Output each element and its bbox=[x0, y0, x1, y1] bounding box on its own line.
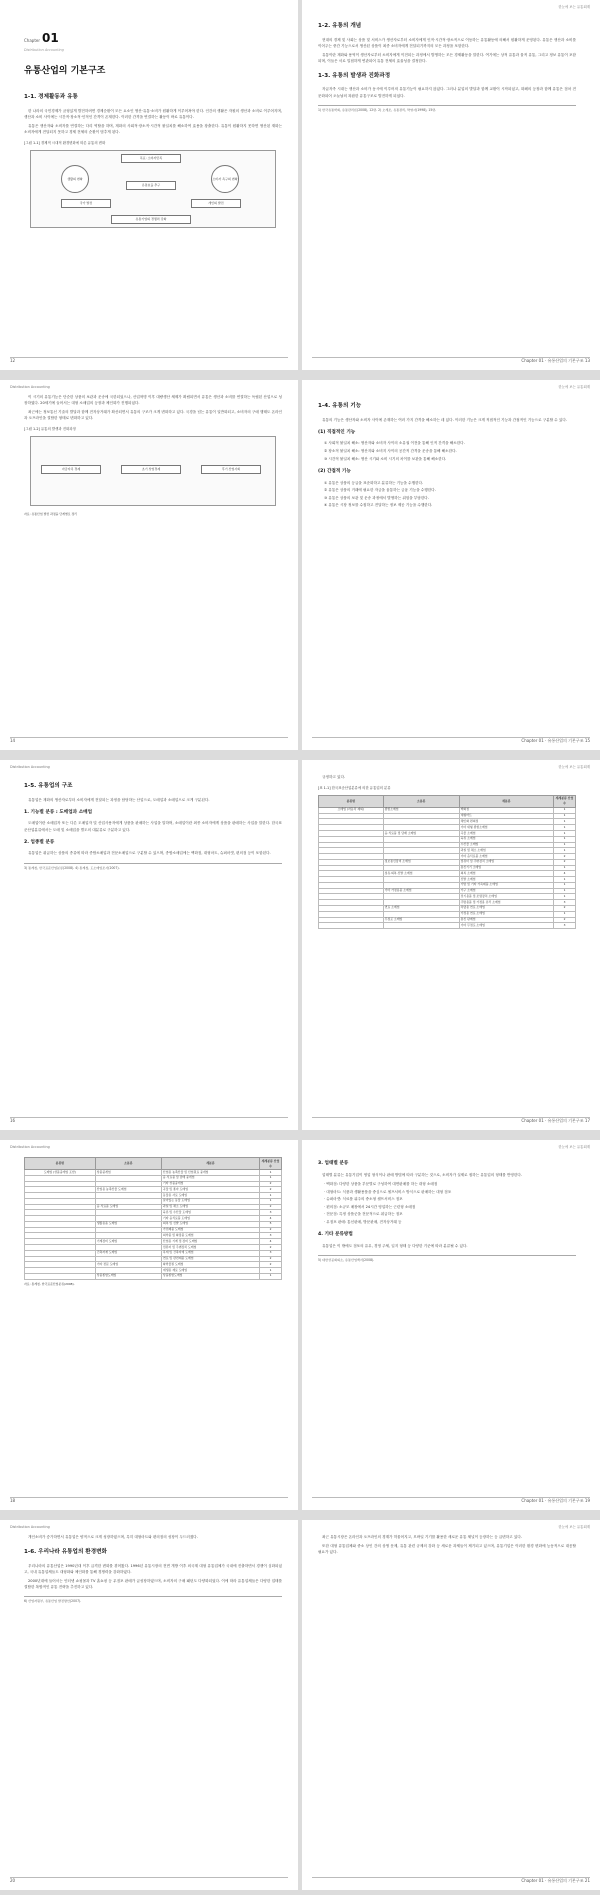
table-cell: 가전제품 도매업 bbox=[161, 1227, 259, 1233]
table-cell: 1 bbox=[554, 882, 576, 888]
page-12 bbox=[0, 0, 298, 370]
figure-box: 유통기업의 경쟁력 강화 bbox=[111, 215, 191, 224]
page-number: Chapter 01 · 유통산업의 기본구조 17 bbox=[521, 1118, 590, 1124]
table-header: 소분류 bbox=[383, 795, 459, 807]
list-item: · 전문점: 특정 상품군을 전문적으로 취급하는 점포 bbox=[324, 1212, 403, 1217]
list-item: ① 유통은 상품의 등급을 표준화하고 분류하는 기능을 수행한다. bbox=[324, 480, 424, 485]
list-item: ② 장소적 불일치 해소: 생산지와 소비지 사이의 공간적 간격을 운송을 통해 해소한다. bbox=[324, 449, 457, 454]
table-cell: 무점포 소매업 bbox=[383, 917, 459, 923]
table-cell: 상품종합도매업 bbox=[95, 1273, 161, 1279]
figure-diagram bbox=[30, 436, 276, 506]
table-header: 세분류 bbox=[161, 1158, 259, 1170]
table-cell: 통신기기 소매업 bbox=[459, 865, 553, 871]
table-cell: 음·식료품 도매업 bbox=[95, 1204, 161, 1210]
running-head: 한눈에 보는 유통회계 bbox=[558, 765, 590, 769]
paragraph: 우리나라의 유통산업은 1990년대 이후 급격한 변화를 겪어왔다. 1996년 유통시장의 전면 개방 이후 외국계 대형 유통업체가 국내에 진출하면서 경쟁이 심화되었고, 국내 유통업체들도 대형화와 체인화를 통해 경쟁력을 강화하였다. bbox=[24, 1563, 282, 1574]
paragraph: 한 나라의 국민경제가 균형있게 발전하려면 경제순환이 모든 요소인 생산·유통·소비가 원활하게 이루어져야 한다. 인간의 생활은 자원의 생산과 소비로 이루어지며, 생산과 소비 사이에는 시간적·장소적·인적인 간격이 존재한다. 이러한 간격을 연결하는 활동이 바로 유통이다. bbox=[24, 108, 282, 120]
figure-box: 후기 산업사회 bbox=[201, 465, 261, 474]
table-header: 세세분류 산업수 bbox=[554, 795, 576, 807]
table-cell: 체인화 편의점 bbox=[459, 819, 553, 825]
page-number: Chapter 01 · 유통산업의 기본구조 15 bbox=[521, 738, 590, 744]
paragraph: 유통은 생산자와 소비자를 연결하는 다리 역할을 하며, 재화의 사회적·장소적·시간적 불일치를 해소하여 효용을 창출한다. 유통이 원활하지 못하면 생산된 재화는 소비자에게 전달되지 못하고 경제 전체의 순환이 멈추게 된다. bbox=[24, 124, 282, 135]
running-head: 한눈에 보는 유통회계 bbox=[558, 1145, 590, 1149]
table-cell: 기타 가정용품 소매업 bbox=[383, 888, 459, 894]
footer-rule bbox=[10, 1497, 288, 1498]
table-header-row bbox=[319, 795, 576, 807]
footer-rule bbox=[10, 357, 288, 358]
table-cell: 차량용 연료 소매업 bbox=[459, 905, 553, 911]
subsection-heading: 1. 기능별 분류 : 도매업과 소매업 bbox=[24, 809, 93, 815]
table-cell: 1 bbox=[554, 894, 576, 900]
table-cell: 육류 소매업 bbox=[459, 836, 553, 842]
table-cell: 2 bbox=[554, 905, 576, 911]
paragraph: 도매업이란 소매업자 또는 다른 도매업자 및 산업사용자에게 상품을 판매하는 사업을 말하며, 소매업이란 최종 소비자에게 상품을 판매하는 사업을 말한다. 한국표준산업분류에서는 도매 및 소매업을 별도의 대분류로 구분하고 있다. bbox=[24, 821, 282, 832]
table-cell: 2 bbox=[260, 1204, 282, 1210]
table-cell: 1 bbox=[554, 831, 576, 837]
table-cell: 백화점 bbox=[459, 807, 553, 813]
list-item: · 대형마트: 식품과 생활용품을 중심으로 셀프서비스 방식으로 판매하는 대형 점포 bbox=[324, 1189, 452, 1194]
subsection-heading: (2) 간접적 기능 bbox=[318, 468, 351, 474]
figure-note: 자료: 유통산업 발전 과정을 단계별로 정리 bbox=[24, 512, 78, 517]
running-head: Distribution Accounting bbox=[10, 1525, 50, 1529]
table-cell: 주방용품 및 가정용 유리 소매업 bbox=[459, 900, 553, 906]
section-heading: 1-3. 유통의 발생과 진화과정 bbox=[318, 72, 391, 79]
spread-16-17 bbox=[0, 760, 600, 1130]
paragraph: 유통업은 이 밖에도 점포의 유무, 경영 주체, 입지 형태 등 다양한 기준에 따라 분류될 수 있다. bbox=[322, 1243, 468, 1248]
table-cell: 3 bbox=[554, 900, 576, 906]
spread-20-21 bbox=[0, 1520, 600, 1890]
table-cell: 전기용품 및 조명장치 소매업 bbox=[459, 894, 553, 900]
table-cell: 2 bbox=[260, 1187, 282, 1193]
table-cell: 1 bbox=[554, 877, 576, 883]
paragraph: 유통업은 취급하는 상품의 종류에 따라 종합소매업과 전문소매업으로 구분할 수 있으며, 종합소매업에는 백화점, 대형마트, 슈퍼마켓, 편의점 등이 포함된다. bbox=[28, 851, 271, 856]
table-cell: 4 bbox=[260, 1216, 282, 1222]
subsection-heading: 4. 기타 분류방법 bbox=[318, 1232, 353, 1238]
table-cell: 살아있는 동물 도매업 bbox=[161, 1198, 259, 1204]
table-cell: 연료 소매업 bbox=[383, 905, 459, 911]
figure-box: 유통효율 추구 bbox=[126, 181, 176, 190]
table-cell: 2 bbox=[260, 1245, 282, 1251]
section-heading: 1-4. 유통의 기능 bbox=[318, 403, 362, 409]
table-cell: 음·식료품 및 담배 중개업 bbox=[161, 1175, 259, 1181]
table-cell: 1 bbox=[260, 1198, 282, 1204]
page-number: 18 bbox=[10, 1498, 16, 1504]
page-18 bbox=[0, 1140, 298, 1510]
table-row bbox=[25, 1273, 282, 1279]
list-item: · 슈퍼마켓: 식료품 위주의 중소형 셀프서비스 점포 bbox=[324, 1197, 403, 1202]
paragraph: 업태별 분류는 유통기업이 영업 형식이나 판매 방법에 따라 구분하는 것으로, 소비자가 실제로 접하는 유통업의 형태를 반영한다. bbox=[322, 1172, 522, 1177]
page-13 bbox=[302, 0, 600, 370]
table-cell: 과실 및 채소 소매업 bbox=[459, 848, 553, 854]
paragraph: 2000년대에 들어서는 인터넷 쇼핑몰과 TV 홈쇼핑 등 무점포 판매가 급성장하였으며, 소비자의 구매 패턴도 다양화되었다. 이에 따라 유통업체들은 다양한 업태를 결합한 복합적인 유통 전략을 추진하고 있다. bbox=[24, 1578, 282, 1589]
figure-circle: 소비자 욕구의 변화 bbox=[211, 165, 239, 193]
table-cell: 상품종합도매업 bbox=[161, 1273, 259, 1279]
table-cell: 기타 음식료품 도매업 bbox=[161, 1216, 259, 1222]
table-cell: 4 bbox=[554, 871, 576, 877]
page-number: 16 bbox=[10, 1118, 16, 1124]
table-cell: 곡물 소매업 bbox=[459, 831, 553, 837]
table-row bbox=[319, 923, 576, 929]
table-cell: 산업용 농축산물 도매업 bbox=[95, 1187, 161, 1193]
table-cell: 기타 음식료품 소매업 bbox=[459, 854, 553, 860]
table-header: 세세분류 산업수 bbox=[260, 1158, 282, 1170]
classification-table bbox=[24, 1157, 282, 1280]
paragraph: 최근에는 정보통신 기술의 발달과 함께 전자상거래가 확산되면서 유통의 구조가 크게 변화하고 있다. 국경을 넘는 유통이 일반화되고, 소비자의 구매 행태도 온라인과 오프라인을 결합한 형태로 변화하고 있다. bbox=[24, 410, 282, 421]
figure-caption: [그림 1-2] 유통의 발생과 진화과정 bbox=[24, 427, 76, 432]
list-item: ③ 유통은 상품의 보관 및 운송 과정에서 발생하는 위험을 부담한다. bbox=[324, 495, 429, 500]
section-heading: 1-5. 유통업의 구조 bbox=[24, 783, 73, 789]
table-caption: [표 1-1] 한국표준산업분류에 의한 유통업의 분류 bbox=[318, 786, 391, 791]
table-cell: 대형마트 bbox=[459, 813, 553, 819]
table-cell: 의약품 및 화장품 도매업 bbox=[161, 1233, 259, 1239]
running-head: 한눈에 보는 유통회계 bbox=[558, 385, 590, 389]
paragraph: 또한 대형 유통업체와 중소 상인 간의 상생 문제, 유통 관련 규제의 강화 등 새로운 과제들이 제기되고 있으며, 유통기업은 이러한 환경 변화에 능동적으로 대응할 필요가 있다. bbox=[318, 1544, 576, 1555]
paragraph: 자급자족 시대는 생산과 소비가 동시에 이루어져 유통기능이 필요하지 않았다. 그러나 분업의 발달과 함께 교환이 시작되었고, 화폐의 등장과 함께 유통은 점차 전문화되어 오늘날의 복잡한 유통구조로 발전하게 되었다. bbox=[318, 87, 576, 98]
running-head: 한눈에 보는 유통회계 bbox=[558, 5, 590, 9]
figure-box: 자급자족 경제 bbox=[41, 465, 101, 474]
list-item: · 편의점: 소규모 매장에서 24시간 영업하는 근린형 소매점 bbox=[324, 1204, 416, 1209]
footnote: 5) 대한상공회의소, 유통산업백서(2008). bbox=[318, 1255, 576, 1263]
page-20 bbox=[0, 1520, 298, 1890]
spread-18-19 bbox=[0, 1140, 600, 1510]
table-cell: 3 bbox=[260, 1250, 282, 1256]
section-heading: 1-6. 우리나라 유통업의 환경변화 bbox=[24, 1549, 107, 1556]
table-cell: 1 bbox=[554, 848, 576, 854]
table-cell: 동물용 사료 도매업 bbox=[161, 1193, 259, 1199]
table-cell: 과실 및 채소 도매업 bbox=[161, 1204, 259, 1210]
table-cell bbox=[25, 1273, 96, 1279]
figure-box: 개인의 발전 bbox=[191, 199, 241, 208]
table-cell: 섬유·의복·신발 소매업 bbox=[383, 871, 459, 877]
running-head: Distribution Accounting bbox=[10, 1145, 50, 1149]
figure-box: 초기 상업경제 bbox=[121, 465, 181, 474]
table-cell: 2 bbox=[260, 1262, 282, 1268]
footer-rule bbox=[10, 1877, 288, 1878]
list-item: ② 유통은 상품의 거래에 필요한 자금을 융통하는 금융 기능을 수행한다. bbox=[324, 488, 436, 493]
table-cell: 기타 무점포 소매업 bbox=[459, 923, 553, 929]
page-17 bbox=[302, 760, 600, 1130]
page-14 bbox=[0, 380, 298, 750]
table-cell: 목재 및 건축자재 도매업 bbox=[161, 1250, 259, 1256]
paragraph: 현대의 경제 및 사회는 상품 및 서비스가 생산자로부터 소비자에게 인적·시간적·장소적으로 이동하는 유통활동에 의해서 원활하게 운영된다. 유통은 생산과 소비를 이어주는 중간 기능으로서 생산된 상품이 최종 소비자에게 전달되기까지의 모든 과정을 포함한다. bbox=[318, 37, 576, 48]
table-cell: 기계장비 도매업 bbox=[95, 1239, 161, 1245]
table-cell: 1 bbox=[260, 1273, 282, 1279]
table-cell: 2 bbox=[260, 1256, 282, 1262]
list-item: · 백화점: 다양한 상품을 부문별로 구성하여 대면판매를 하는 대형 소매점 bbox=[324, 1181, 438, 1186]
table-source: 자료: 통계청, 한국표준산업분류(2008). bbox=[24, 1281, 75, 1286]
table-cell: 1 bbox=[554, 813, 576, 819]
figure-caption: [그림 1-1] 경제적 시대적 환경변화에 따른 유통의 변화 bbox=[24, 141, 106, 146]
footnote: 3) 통계청, 한국표준산업분류(2008). 4) 통계청, 도소매업조사(2007). bbox=[24, 863, 282, 871]
table-cell: 1 bbox=[554, 836, 576, 842]
table-cell: 의복 및 신발 도매업 bbox=[161, 1221, 259, 1227]
running-head: Distribution Accounting bbox=[10, 385, 50, 389]
table-cell: 2 bbox=[554, 859, 576, 865]
table-cell: 소매업 (자동차 제외) bbox=[319, 807, 384, 813]
table-header: 소분류 bbox=[95, 1158, 161, 1170]
running-head: 한눈에 보는 유통회계 bbox=[558, 1525, 590, 1529]
table-cell: 종합소매업 bbox=[383, 807, 459, 813]
table-cell: 컴퓨터 및 주변장치 소매업 bbox=[459, 859, 553, 865]
chapter-subtitle: Distribution Accounting bbox=[24, 48, 64, 53]
page-number: 12 bbox=[10, 358, 16, 364]
paragraph: 개인소비가 증가하면서 유통업은 양적으로 크게 성장하였으며, 특히 대형마트와 편의점의 성장이 두드러졌다. bbox=[28, 1535, 198, 1539]
table-cell: 건축자재 도매업 bbox=[95, 1250, 161, 1256]
table-cell: 의복 소매업 bbox=[459, 871, 553, 877]
table-cell: 2 bbox=[554, 854, 576, 860]
table-cell: 1 bbox=[554, 819, 576, 825]
table-cell: 화학물질 도매업 bbox=[161, 1262, 259, 1268]
page-number: Chapter 01 · 유통산업의 기본구조 21 bbox=[521, 1878, 590, 1884]
subsection-heading: 2. 업종별 분류 bbox=[24, 839, 55, 845]
list-item: ④ 유통은 시장 정보를 수집하고 전달하는 정보 제공 기능을 수행한다. bbox=[324, 503, 433, 508]
table-cell: 1 bbox=[554, 911, 576, 917]
spread-14-15 bbox=[0, 380, 600, 750]
page-number: 14 bbox=[10, 738, 16, 744]
subsection-heading: 3. 업태별 분류 bbox=[318, 1161, 349, 1166]
paragraph: 이 시기의 유통기능은 단순한 상품의 보관과 운송에 국한되었으나, 산업혁명 이후 대량생산 체제가 확립되면서 유통은 생산과 소비를 연결하는 독립된 산업으로 성장하였다. 20세기에 들어서는 대형 소매업의 등장과 체인화가 진행되었다. bbox=[24, 395, 282, 406]
table-cell: 음·식료품 및 담배 소매업 bbox=[383, 831, 459, 837]
running-head: Distribution Accounting bbox=[10, 765, 50, 769]
table-cell: 5 bbox=[260, 1221, 282, 1227]
table-cell: 3 bbox=[260, 1210, 282, 1216]
page-number: Chapter 01 · 유통산업의 기본구조 13 bbox=[521, 358, 590, 364]
table-cell: 1 bbox=[554, 865, 576, 871]
chapter-title: 유통산업의 기본구조 bbox=[24, 66, 106, 77]
page-number: Chapter 01 · 유통산업의 기본구조 19 bbox=[521, 1498, 590, 1504]
table-cell: 1 bbox=[554, 807, 576, 813]
page-21 bbox=[302, 1520, 600, 1890]
figure-diagram bbox=[30, 150, 276, 228]
page-15 bbox=[302, 380, 600, 750]
table-cell: 1 bbox=[260, 1170, 282, 1176]
figure-box: 국가 발전 bbox=[61, 199, 111, 208]
list-item: · 무점포 판매: 통신판매, 방문판매, 전자상거래 등 bbox=[324, 1219, 402, 1224]
table-cell: 1 bbox=[554, 825, 576, 831]
table-header: 분류명 bbox=[319, 795, 384, 807]
table-cell: 1 bbox=[260, 1175, 282, 1181]
table-cell: 신발 소매업 bbox=[459, 877, 553, 883]
table-cell: 재생용 재료 도매업 bbox=[161, 1268, 259, 1274]
table-cell bbox=[383, 923, 459, 929]
table-cell: 4 bbox=[260, 1239, 282, 1245]
table-cell bbox=[319, 923, 384, 929]
table-cell: 컴퓨터 및 주변장치 도매업 bbox=[161, 1245, 259, 1251]
table-cell: 도매업 (상품중개업 포함) bbox=[25, 1170, 96, 1176]
page-19 bbox=[302, 1140, 600, 1510]
table-cell: 연료 및 관련제품 도매업 bbox=[161, 1256, 259, 1262]
table-cell: 통신 판매업 bbox=[459, 917, 553, 923]
classification-table bbox=[318, 795, 576, 929]
table-header: 세분류 bbox=[459, 795, 553, 807]
paragraph: 최근 유통시장은 온라인과 오프라인의 경계가 허물어지고, 모바일 기기를 활용한 새로운 유통 채널이 등장하는 등 급변하고 있다. bbox=[322, 1535, 522, 1539]
table-cell: 1 bbox=[260, 1268, 282, 1274]
table-cell: 기타 전문 도매업 bbox=[95, 1262, 161, 1268]
table-cell: 2 bbox=[554, 917, 576, 923]
table-cell: 산업용 기계 및 장비 도매업 bbox=[161, 1239, 259, 1245]
table-cell: 산업용 농축산물 및 산업원료 중개업 bbox=[161, 1170, 259, 1176]
paragraph: 유통업은 재화의 생산자로부터 소비자에게 전달되는 과정을 담당하는 산업으로, 도매업과 소매업으로 크게 구분된다. bbox=[28, 797, 210, 802]
table-cell: 가방 및 기타 가죽제품 소매업 bbox=[459, 882, 553, 888]
table-header: 분류명 bbox=[25, 1158, 96, 1170]
table-cell: 육류 및 수산물 도매업 bbox=[161, 1210, 259, 1216]
table-cell: 2 bbox=[260, 1227, 282, 1233]
table-cell: 가정용 연료 소매업 bbox=[459, 911, 553, 917]
section-heading: 1-1. 경제활동과 유통 bbox=[24, 94, 78, 101]
table-cell: 기타 상품중개업 bbox=[161, 1181, 259, 1187]
list-item: ① 사회적 불일치 해소: 생산자와 소비자 사이의 소유권 이전을 통해 인적 간격을 해소한다. bbox=[324, 441, 465, 446]
footer-rule bbox=[10, 737, 288, 738]
paragraph: 유통이란 재화와 용역이 생산자로부터 소비자에게 이전되는 과정에서 발생하는 모든 경제활동을 말한다. 여기에는 상적 유통과 물적 유통, 그리고 정보 유통이 포함되며, 이들은 서로 밀접하게 연관되어 유통 전체의 효율성을 결정한다. bbox=[318, 52, 576, 63]
chapter-badge: Chapter 01 bbox=[24, 31, 59, 45]
footer-rule bbox=[10, 1117, 288, 1118]
list-item: ③ 시간적 불일치 해소: 생산 시기와 소비 시기의 차이를 보관을 통해 해소한다. bbox=[324, 456, 447, 461]
section-heading: 1-2. 유통의 개념 bbox=[318, 23, 362, 29]
table-cell: 3 bbox=[554, 923, 576, 929]
table-cell: 가구 소매업 bbox=[459, 888, 553, 894]
table-cell: 상품중개업 bbox=[95, 1170, 161, 1176]
table-cell: 곡물 및 종자 도매업 bbox=[161, 1187, 259, 1193]
page-number: 20 bbox=[10, 1878, 16, 1884]
table-cell: 1 bbox=[554, 888, 576, 894]
table-cell: 수산물 소매업 bbox=[459, 842, 553, 848]
figure-box: 목표: 소비자만족 bbox=[121, 154, 181, 163]
table-cell: 3 bbox=[260, 1233, 282, 1239]
paragraph: 유통의 기능은 생산자와 소비자 사이에 존재하는 여러 가지 간격을 해소하는 데 있다. 이러한 기능은 크게 직접적인 기능과 간접적인 기능으로 구분할 수 있다. bbox=[322, 417, 567, 422]
footnote: 6) 산업자원부, 유통산업 발전방안(2007). bbox=[24, 1596, 282, 1604]
footnote: 1) 한국유통학회, 유통관리론(2008), 12면. 2) 오세조, 유통관리, 박영사(1998), 15면. bbox=[318, 105, 576, 113]
table-cell: 정보통신장비 소매업 bbox=[383, 859, 459, 865]
subsection-heading: (1) 직접적인 기능 bbox=[318, 429, 356, 435]
table-cell: 1 bbox=[260, 1193, 282, 1199]
table-header-row bbox=[25, 1158, 282, 1170]
table-cell: 기타 대형 종합소매업 bbox=[459, 825, 553, 831]
table-cell: 생활용품 도매업 bbox=[95, 1221, 161, 1227]
table-cell: 1 bbox=[554, 842, 576, 848]
figure-circle: 생활의 변화 bbox=[61, 165, 89, 193]
paragraph: 규정하고 있다. bbox=[322, 775, 346, 779]
page-16 bbox=[0, 760, 298, 1130]
table-cell: 2 bbox=[260, 1181, 282, 1187]
spread-12-13 bbox=[0, 0, 600, 370]
